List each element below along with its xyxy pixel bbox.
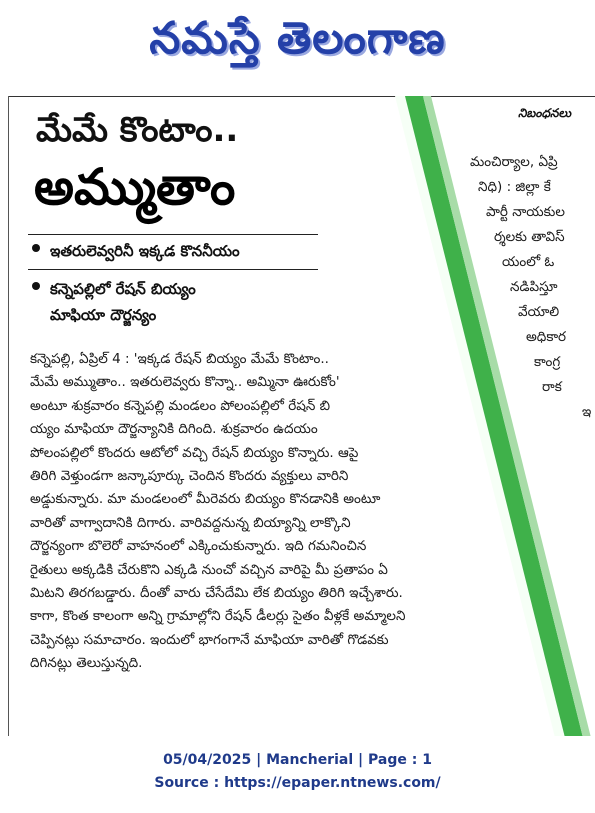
article-body [30,348,570,676]
subhead-text-2b: మాఫియా దౌర్జన్యం [50,306,157,324]
body-line: చెప్పినట్లు సమాచారం. ఇందులో భాగంగానే మాఫియా వారితో గొడవకు [30,631,389,648]
headline-rule [28,234,318,235]
adjacent-article-heading: నిబంధనలు [518,106,572,120]
adjacent-article-line: ఇ [582,404,592,420]
subhead-bullet-2 [32,276,196,328]
adjacent-article-line: ర్శలకు తావిస్ [494,229,565,245]
edition-dateline: 05/04/2025 | Mancherial | Page : 1 [163,752,432,768]
subhead-bullet-1 [32,238,240,264]
bullet-dot-icon [32,244,40,252]
news-clipping [8,96,595,736]
adjacent-article-line: యంలో ఓ [502,254,555,270]
subhead-text-1: ఇతరులెవ్వరినీ ఇక్కడ కొననీయం [50,242,240,260]
adjacent-article-line: కాంగ్ర [534,354,561,370]
body-line: పోలంపల్లిలో కొందరు ఆటోలో వచ్చి రేషన్ బియ్యం కొన్నారు. ఆపై [30,444,359,461]
body-line: దిగినట్లు తెలుస్తున్నది. [30,655,143,672]
adjacent-article-line: నడిపిస్తూ [510,279,558,295]
clipping-top-rule [8,96,595,97]
body-line: కాగా, కొంత కాలంగా అన్ని గ్రామాల్లోని రేషన్ డీలర్లు సైతం వీళ్లకే అమ్మాలని [30,608,406,625]
body-line: మేమే అమ్ముతాం.. ఇతరులెవ్వరు కొన్నా.. అమ్మినా ఊరుకోం' [30,374,340,391]
body-line: య్యం మాఫియా దౌర్జన్యానికి దిగింది. శుక్రవారం ఉదయం [30,421,318,438]
body-line: వారితో వాగ్వాదానికి దిగారు. వారివద్దనున్న బియ్యాన్ని లాక్కొని [30,514,351,531]
body-line: కన్నెపల్లి, ఏప్రిల్ 4 : 'ఇక్కడ రేషన్ బియ్యం మేమే కొంటాం.. [30,351,329,367]
body-line: మిటని తిరగబడ్డారు. దీంతో వారు చేసేదేమి లేక బియ్యం తిరిగి ఇచ్చేశారు. [30,585,403,602]
source-link[interactable]: Source : https://epaper.ntnews.com/ [154,775,441,791]
adjacent-article-line: నిధి) : జిల్లా కే [478,179,551,195]
adjacent-article-line: అధికార [526,329,567,345]
subhead-text-2a: కన్నెపల్లిలో రేషన్ బియ్యం [50,280,196,298]
body-line: అడ్డుకున్నారు. మా మండలంలో మీరెవరు బియ్యం కొనడానికి అంటూ [30,491,381,508]
adjacent-article-line: వేయాలి [518,304,560,320]
body-line: దౌర్జన్యంగా బొలెరో వాహనంలో ఎక్కించుకున్నారు. ఇది గమనించిన [30,538,367,555]
clipping-left-rule [8,96,9,736]
adjacent-article-line: మంచిర్యాల, ఏప్రి [470,154,558,170]
bullet-dot-icon [32,282,40,290]
newspaper-masthead: నమస్తే తెలంగాణ [149,13,446,64]
headline-kicker: మేమే కొంటాం.. [36,110,239,150]
adjacent-article-line: రాక [542,379,562,395]
headline-main: అమ్ముతాం [34,158,236,216]
body-line: రైతులు అక్కడికి చేరుకొని ఎక్కడి నుంచో వచ్చిన వారిపై మీ ప్రతాపం ఏ [30,561,388,578]
adjacent-article-line: పార్టీ నాయకుల [486,204,565,220]
subhead-rule [28,269,318,270]
body-line: అంటూ శుక్రవారం కన్నెపల్లి మండలం పోలంపల్లిలో రేషన్ బి [30,397,331,414]
body-line: తిరిగి వెళ్తుండగా జన్కాపూర్కు చెందిన కొందరు వ్యక్తులు వారిని [30,468,349,485]
